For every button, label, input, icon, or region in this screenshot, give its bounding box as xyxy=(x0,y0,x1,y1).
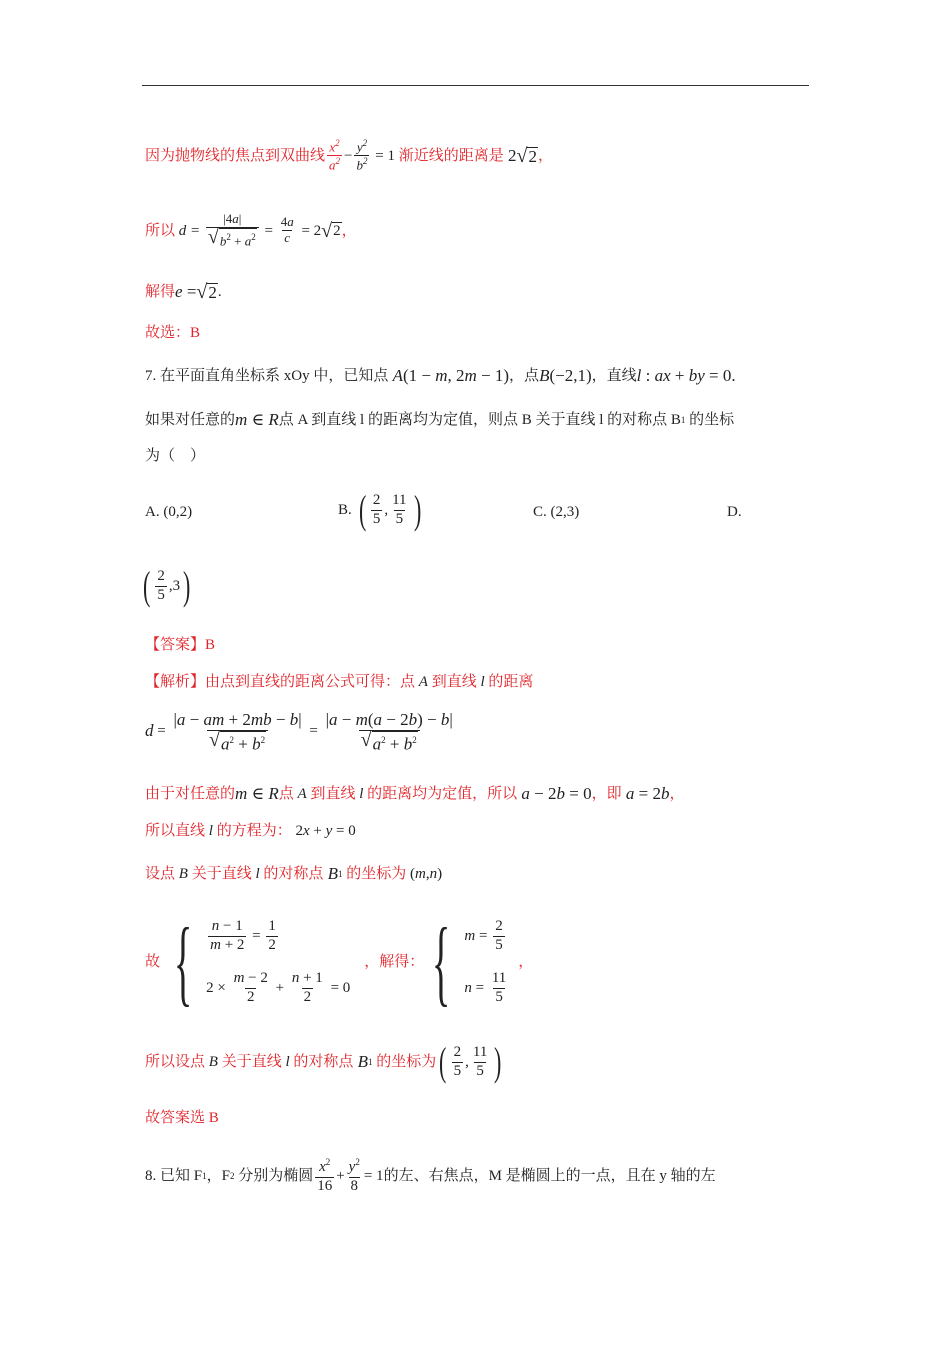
solution-s5: 所以设点 B 关于直线 l 的对称点 B 1 的坐标为 ( $\frac{2}{5}$ , $\frac{11}{5}$ ) xyxy=(145,1039,502,1084)
solution-s2: 所以直线 l 的方程为： 2x + y = 0 xyxy=(145,823,356,839)
option-a[interactable]: A. (0,2) xyxy=(145,504,193,520)
option-d[interactable]: D. xyxy=(727,504,742,520)
solution-s1: 由于对任意的 m ∈ R 点 A 到直线 l 的距离均为定值，所以 a − 2b = 0 ，即 a = 2b ， xyxy=(145,784,685,803)
question-8-line-1: 8. 已知 F 1 ，F 2 分别为椭圆 $\frac{x^2}{16}$ + $\frac{y^2}{8}$ = 1 的左、右焦点，M 是椭圆上的一点，且在 y 轴的左 xyxy=(145,1157,716,1194)
analysis-line: 【解析】 由点到直线的距离公式可得：点 A 到直线 l 的距离 xyxy=(145,674,534,690)
question-7-line-3: 为（ ） xyxy=(145,448,206,464)
question-7-line-1: 7. 在平面直角坐标系 xOy 中，已知点 A (1 − m, 2m − 1) ，点 B (−2,1) ，直线 l : ax + by = 0. xyxy=(145,366,736,385)
solution-s6: 故答案选 B xyxy=(145,1110,219,1126)
solution-line-2: 所以 d = |4a| √ $b^2 + a^2$ = $\frac{4a}{c}$ = 2 √ 2 ， xyxy=(145,211,357,249)
solution-s3: 设点 B 关于直线 l 的对称点 B 1 的坐标为 (m,n) xyxy=(145,864,443,883)
option-c[interactable]: C. (2,3) xyxy=(533,504,580,520)
solution-line-3: 解得 e = √ 2 . xyxy=(145,281,222,303)
option-d-value[interactable]: ( $\frac{2}{5}$ ,3 ) xyxy=(142,563,191,608)
solution-s4-system: 故 { $\frac{n - 1}{m + 2}$ = $\frac{1}{2}$ 2 × $\frac{m - 2}{2}$ + $\frac{n + 1}{2}$ = 0 ，解得： { m = $\frac{2}{5}$ n = $\frac{11}{5}$ ， xyxy=(145,908,534,1015)
solution-line-1: 因为抛物线的焦点到双曲线 $\frac{x^2}{a^2}$ − $\frac{y^2}{b^2}$ = 1 渐近线的距离是 2 √ 2 ， xyxy=(145,138,553,173)
answer-line: 【答案】B xyxy=(145,637,216,653)
header-rule xyxy=(142,85,809,86)
option-b[interactable]: B. ( $\frac{2}{5}$ , $\frac{11}{5}$ ) xyxy=(338,487,421,532)
distance-formula: d = |a − am + 2mb − b| √ $a^2 + b^2$ = |a − m(a − 2b) − b| √ $a^2 + b^2$ xyxy=(145,710,453,754)
question-7-line-2: 如果对任意的 m ∈ R 点 A 到直线 l 的距离均为定值，则点 B 关于直线 l 的对称点 B 1 的坐标 xyxy=(145,410,735,429)
choice-line: 故选：B xyxy=(145,325,201,341)
